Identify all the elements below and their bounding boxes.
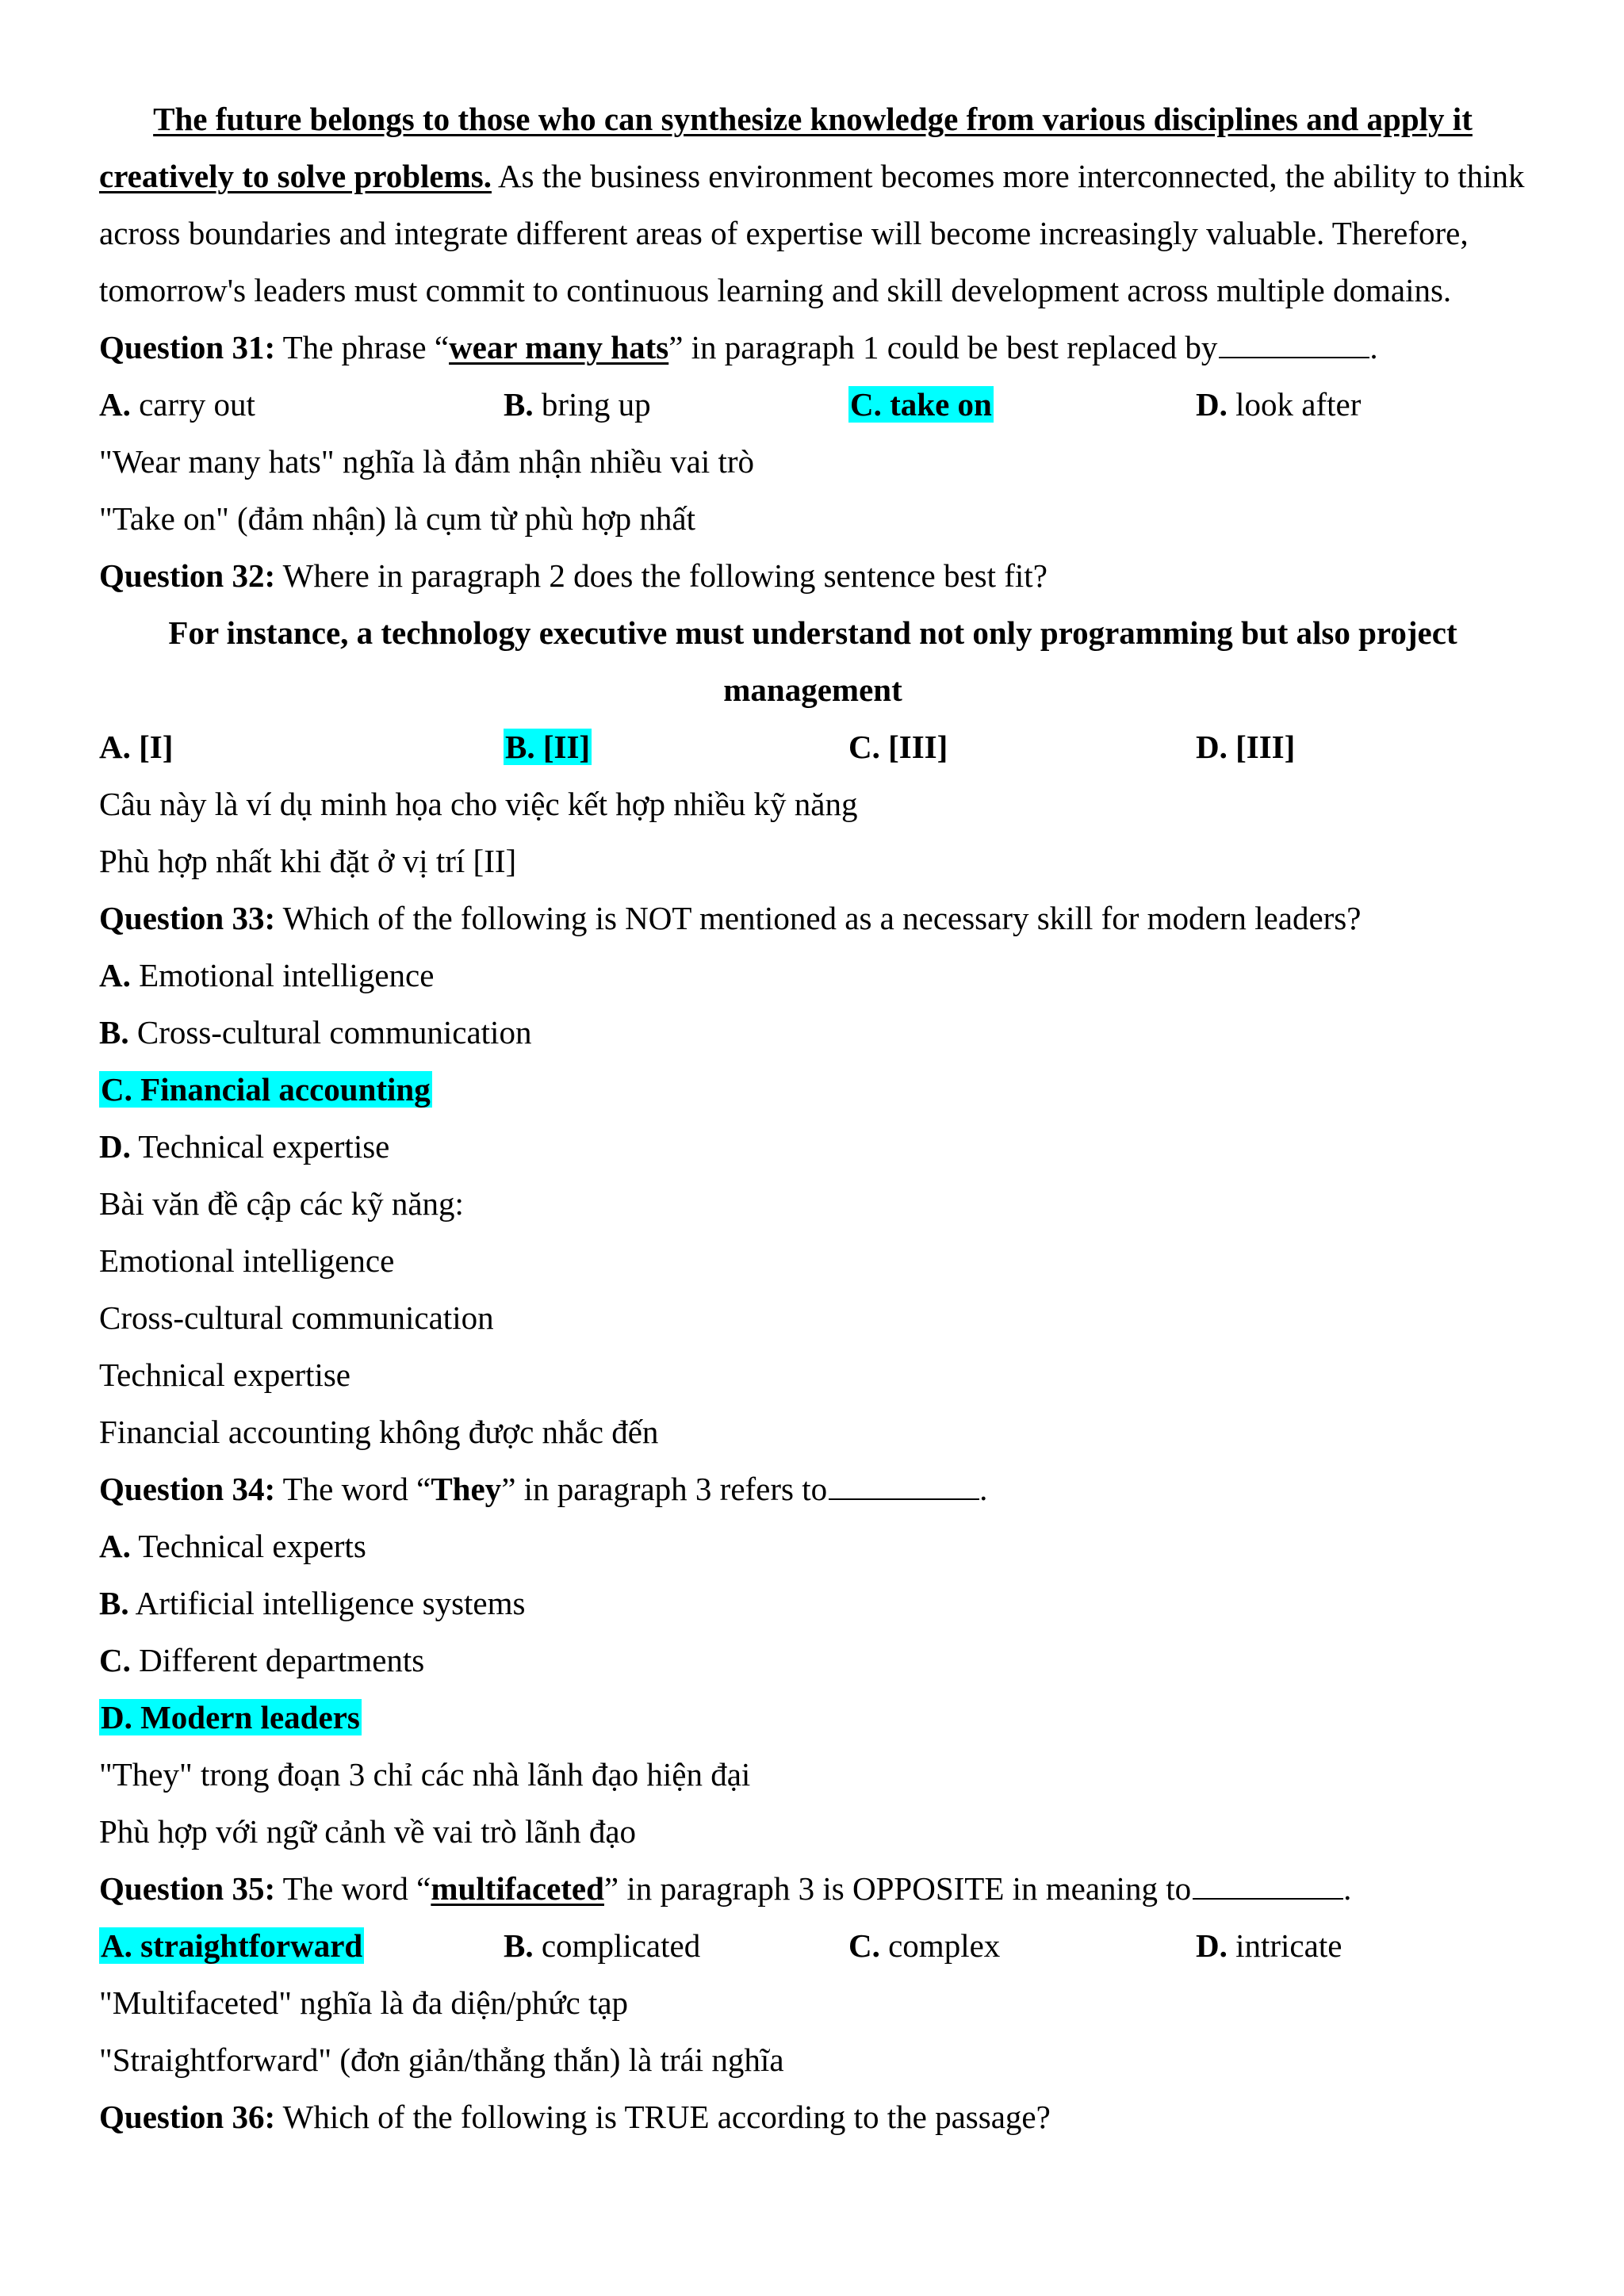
q34-explanation-2: Phù hợp với ngữ cảnh về vai trò lãnh đạo	[99, 1813, 637, 1850]
question-32-label: Question 32:	[99, 557, 276, 594]
q33-explanation-5: Financial accounting không được nhắc đến	[99, 1414, 659, 1450]
q31-option-b[interactable]	[504, 376, 651, 433]
option-letter: A.	[99, 1528, 131, 1564]
q34-option-d-answer[interactable]	[99, 1689, 362, 1746]
q35-option-b[interactable]	[504, 1917, 700, 1974]
question-32-text: Where in paragraph 2 does the following sentence best fit?	[275, 557, 1048, 594]
question-35-text: The word “	[275, 1870, 431, 1907]
q35-explanation-1: "Multifaceted" nghĩa là đa diện/phức tạp	[99, 1984, 629, 2021]
option-letter: D.	[1196, 386, 1228, 423]
option-letter: C.	[848, 1927, 880, 1964]
q34-option-c[interactable]	[99, 1632, 424, 1689]
option-answer-highlight: D. Modern leaders	[101, 1699, 360, 1735]
q32-option-a[interactable]: A. [I]	[99, 729, 174, 765]
q33-option-a[interactable]	[99, 947, 434, 1004]
q32-sentence-line-2: management	[723, 672, 902, 708]
option-text: Technical experts	[130, 1528, 366, 1564]
passage-thesis-part2: creatively to solve problems.	[99, 158, 492, 194]
q32-option-d[interactable]: D. [III]	[1196, 729, 1296, 765]
question-34-text: The word “	[275, 1471, 431, 1507]
option-answer-highlight: B. [II]	[505, 729, 591, 765]
q33-option-d[interactable]	[99, 1118, 389, 1175]
option-letter: B.	[504, 386, 534, 423]
question-31-end: .	[1369, 329, 1378, 365]
answer-blank	[829, 1475, 979, 1500]
option-text: look after	[1227, 386, 1362, 423]
passage-line-1	[99, 90, 1526, 147]
q33-explanation-4: Technical expertise	[99, 1357, 350, 1393]
option-letter: B.	[99, 1585, 129, 1621]
q32-explanation-2: Phù hợp nhất khi đặt ở vị trí [II]	[99, 843, 517, 879]
q34-option-a[interactable]	[99, 1517, 366, 1575]
q32-option-c[interactable]: C. [III]	[848, 729, 948, 765]
q31-explanation-2: "Take on" (đảm nhận) là cụm từ phù hợp nhất	[99, 500, 695, 537]
question-33-label: Question 33:	[99, 900, 276, 936]
q35-option-a-answer[interactable]	[99, 1917, 364, 1974]
option-text: Technical expertise	[130, 1128, 390, 1165]
option-text: complicated	[533, 1927, 701, 1964]
q35-explanation-2: "Straightforward" (đơn giản/thẳng thắn) là trái nghĩa	[99, 2042, 784, 2078]
q33-option-b[interactable]	[99, 1004, 531, 1061]
option-text: Cross-cultural communication	[128, 1014, 532, 1050]
option-text: Artificial intelligence systems	[128, 1585, 526, 1621]
q31-option-c-answer[interactable]	[848, 376, 994, 433]
q33-explanation-1: Bài văn đề cập các kỹ năng:	[99, 1185, 464, 1222]
answer-blank	[1193, 1874, 1343, 1900]
q31-explanation-1: "Wear many hats" nghĩa là đảm nhận nhiều vai trò	[99, 443, 755, 480]
q35-option-d[interactable]	[1196, 1917, 1342, 1974]
question-34-end: .	[979, 1471, 988, 1507]
passage-text: As the business environment becomes more interconnected, the ability to think	[491, 158, 1525, 194]
option-letter: B.	[504, 1927, 534, 1964]
option-letter: A.	[99, 386, 131, 423]
q33-option-c-answer[interactable]	[99, 1061, 432, 1118]
answer-blank	[1219, 333, 1369, 358]
option-letter: C.	[99, 1642, 131, 1678]
question-36	[99, 2088, 1051, 2145]
option-text: complex	[879, 1927, 1001, 1964]
option-text: carry out	[130, 386, 255, 423]
question-35-text-after: ” in paragraph 3 is OPPOSITE in meaning to	[603, 1870, 1192, 1907]
passage-thesis-part1: The future belongs to those who can synthesize knowledge from various disciplines and apply it	[153, 101, 1473, 137]
option-text: Different departments	[130, 1642, 425, 1678]
option-letter: B.	[99, 1014, 129, 1050]
option-letter: D.	[1196, 1927, 1228, 1964]
q32-option-b-answer[interactable]	[504, 718, 592, 775]
question-33-text: Which of the following is NOT mentioned as a necessary skill for modern leaders?	[275, 900, 1362, 936]
option-letter: D.	[99, 1128, 131, 1165]
q34-explanation-1: "They" trong đoạn 3 chỉ các nhà lãnh đạo hiện đại	[99, 1756, 751, 1793]
question-36-text: Which of the following is TRUE according to the passage?	[275, 2099, 1051, 2135]
question-34-label: Question 34:	[99, 1471, 276, 1507]
question-35-end: .	[1343, 1870, 1352, 1907]
question-31	[99, 319, 1378, 376]
question-31-text: The phrase “	[275, 329, 450, 365]
question-31-phrase: wear many hats	[449, 329, 669, 365]
option-answer-highlight: C. Financial accounting	[101, 1071, 431, 1108]
passage-line-2	[99, 147, 1525, 205]
option-letter: A.	[99, 957, 131, 993]
q33-explanation-3: Cross-cultural communication	[99, 1299, 494, 1336]
option-answer-highlight: C. take on	[850, 386, 992, 423]
question-31-text-after: ” in paragraph 1 could be best replaced by	[668, 329, 1218, 365]
question-35-word: multifaceted	[431, 1870, 604, 1907]
q32-explanation-1: Câu này là ví dụ minh họa cho việc kết hợp nhiều kỹ năng	[99, 786, 858, 822]
option-answer-highlight: A. straightforward	[101, 1927, 363, 1964]
option-text: bring up	[533, 386, 651, 423]
question-31-label: Question 31:	[99, 329, 276, 365]
question-33	[99, 890, 1361, 947]
q35-option-c[interactable]	[848, 1917, 1000, 1974]
question-32	[99, 547, 1048, 604]
question-34-word: They	[431, 1471, 502, 1507]
q32-sentence-line-1: For instance, a technology executive must understand not only programming but also project	[168, 614, 1457, 651]
passage-line-4: tomorrow's leaders must commit to continuous learning and skill development across multiple domains.	[99, 272, 1452, 308]
question-34-text-after: ” in paragraph 3 refers to	[501, 1471, 828, 1507]
passage-line-3: across boundaries and integrate different areas of expertise will become increasingly valuable. Therefore,	[99, 215, 1469, 251]
q31-option-d[interactable]	[1196, 376, 1361, 433]
q34-option-b[interactable]	[99, 1575, 525, 1632]
q31-option-a[interactable]	[99, 376, 255, 433]
question-35-label: Question 35:	[99, 1870, 276, 1907]
question-35	[99, 1860, 1351, 1917]
option-text: intricate	[1227, 1927, 1342, 1964]
question-36-label: Question 36:	[99, 2099, 276, 2135]
option-text: Emotional intelligence	[130, 957, 435, 993]
q33-explanation-2: Emotional intelligence	[99, 1242, 395, 1279]
question-34	[99, 1460, 987, 1517]
